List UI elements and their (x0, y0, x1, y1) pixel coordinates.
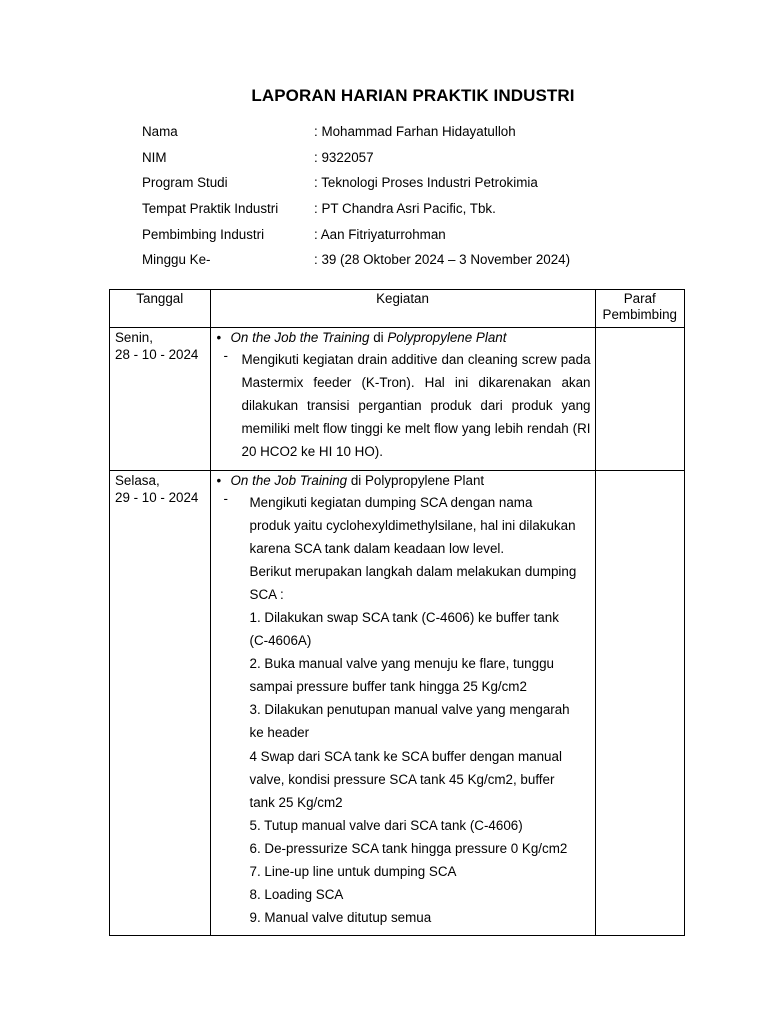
table-row (110, 328, 685, 471)
detail-line: sampai pressure buffer tank hingga 25 Kg/cm2 (249, 679, 527, 695)
detail-line: 2. Buka manual valve yang menuju ke flare, tunggu (249, 656, 554, 672)
info-label: NIM (142, 149, 167, 165)
header-signature-line2: Pembimbing (602, 307, 677, 322)
info-label: Nama (142, 124, 178, 139)
detail-line: Mengikuti kegiatan dumping SCA dengan nama (249, 494, 533, 510)
detail-line: ke header (249, 725, 310, 741)
info-value: : 39 (28 Oktober 2024 – 3 November 2024) (314, 252, 571, 268)
dash-icon: - (223, 490, 228, 506)
signature-cell (595, 471, 684, 936)
info-label: Tempat Praktik Industri (142, 201, 279, 217)
signature-cell (595, 328, 684, 471)
detail-line: 7. Line-up line untuk dumping SCA (249, 864, 457, 879)
bullet-icon: • (216, 473, 222, 488)
header-signature-line1: Paraf (623, 291, 656, 306)
daily-log-table (109, 289, 685, 936)
info-value: : 9322057 (314, 149, 374, 165)
header-date: Tanggal (110, 290, 211, 328)
info-value: : PT Chandra Asri Pacific, Tbk. (314, 201, 496, 217)
detail-line: tank 25 Kg/cm2 (249, 794, 343, 810)
activity-place: Polypropylene Plant (387, 330, 507, 345)
info-value: : Mohammad Farhan Hidayatulloh (314, 124, 516, 139)
activity-connector: di (369, 330, 388, 345)
table-header-row (110, 290, 685, 328)
detail-line: karena SCA tank dalam keadaan low level. (249, 540, 505, 556)
activity-type: On the Job the Training (230, 330, 370, 345)
header-signature (595, 290, 684, 328)
detail-line: valve, kondisi pressure SCA tank 45 Kg/cm2, buffer (249, 771, 555, 787)
detail-line: 4 Swap dari SCA tank ke SCA buffer dengan manual (249, 748, 562, 764)
info-label: Minggu Ke- (142, 252, 211, 268)
detail-line: 6. De-pressurize SCA tank hingga pressure 0 Kg/cm2 (249, 840, 568, 856)
activity-detail-text (242, 491, 591, 930)
activity-heading (215, 473, 591, 490)
bullet-icon: • (216, 330, 222, 345)
info-label: Pembimbing Industri (142, 226, 265, 242)
info-label: Program Studi (142, 175, 228, 191)
day-label: Selasa, (115, 473, 160, 488)
table-row (110, 471, 685, 936)
dash-icon: - (223, 347, 228, 363)
activity-cell (210, 328, 595, 471)
info-value: : Teknologi Proses Industri Petrokimia (314, 175, 538, 191)
info-value: : Aan Fitriyaturrohman (314, 226, 446, 242)
activity-detail (220, 348, 591, 464)
date-cell (110, 471, 211, 936)
detail-line: 3. Dilakukan penutupan manual valve yang mengarah (249, 702, 570, 718)
detail-line: 1. Dilakukan swap SCA tank (C-4606) ke buffer tank (249, 609, 559, 625)
header-activity: Kegiatan (210, 290, 595, 328)
detail-line: SCA : (249, 586, 284, 602)
date-label: 29 - 10 - 2024 (115, 489, 199, 505)
detail-line: 8. Loading SCA (249, 887, 344, 903)
report-title: LAPORAN HARIAN PRAKTIK INDUSTRI (251, 86, 575, 105)
activity-detail (220, 491, 591, 930)
date-label: 28 - 10 - 2024 (115, 346, 199, 362)
detail-line: (C-4606A) (249, 633, 312, 649)
detail-line: 5. Tutup manual valve dari SCA tank (C-4606) (249, 817, 523, 833)
detail-line: 9. Manual valve ditutup semua (249, 910, 432, 926)
day-label: Senin, (115, 330, 153, 345)
activity-heading (215, 330, 591, 347)
activity-type: On the Job Training (230, 473, 348, 488)
activity-place: di Polypropylene Plant (347, 473, 485, 488)
detail-line: produk yaitu cyclohexyldimethylsilane, hal ini dilakukan (249, 517, 576, 533)
activity-detail-text: Mengikuti kegiatan drain additive dan cleaning screw pada Mastermix feeder (K-Tron). Hal ini dikarenakan akan dilakukan transisi pergantian produk dari produk yang memiliki melt flow tinggi ke melt flow yang lebih rendah (RI 20 HCO2 ke HI 10 HO). (241, 351, 591, 460)
detail-line: Berikut merupakan langkah dalam melakukan dumping (249, 563, 577, 579)
date-cell (110, 328, 211, 471)
activity-cell (210, 471, 595, 936)
